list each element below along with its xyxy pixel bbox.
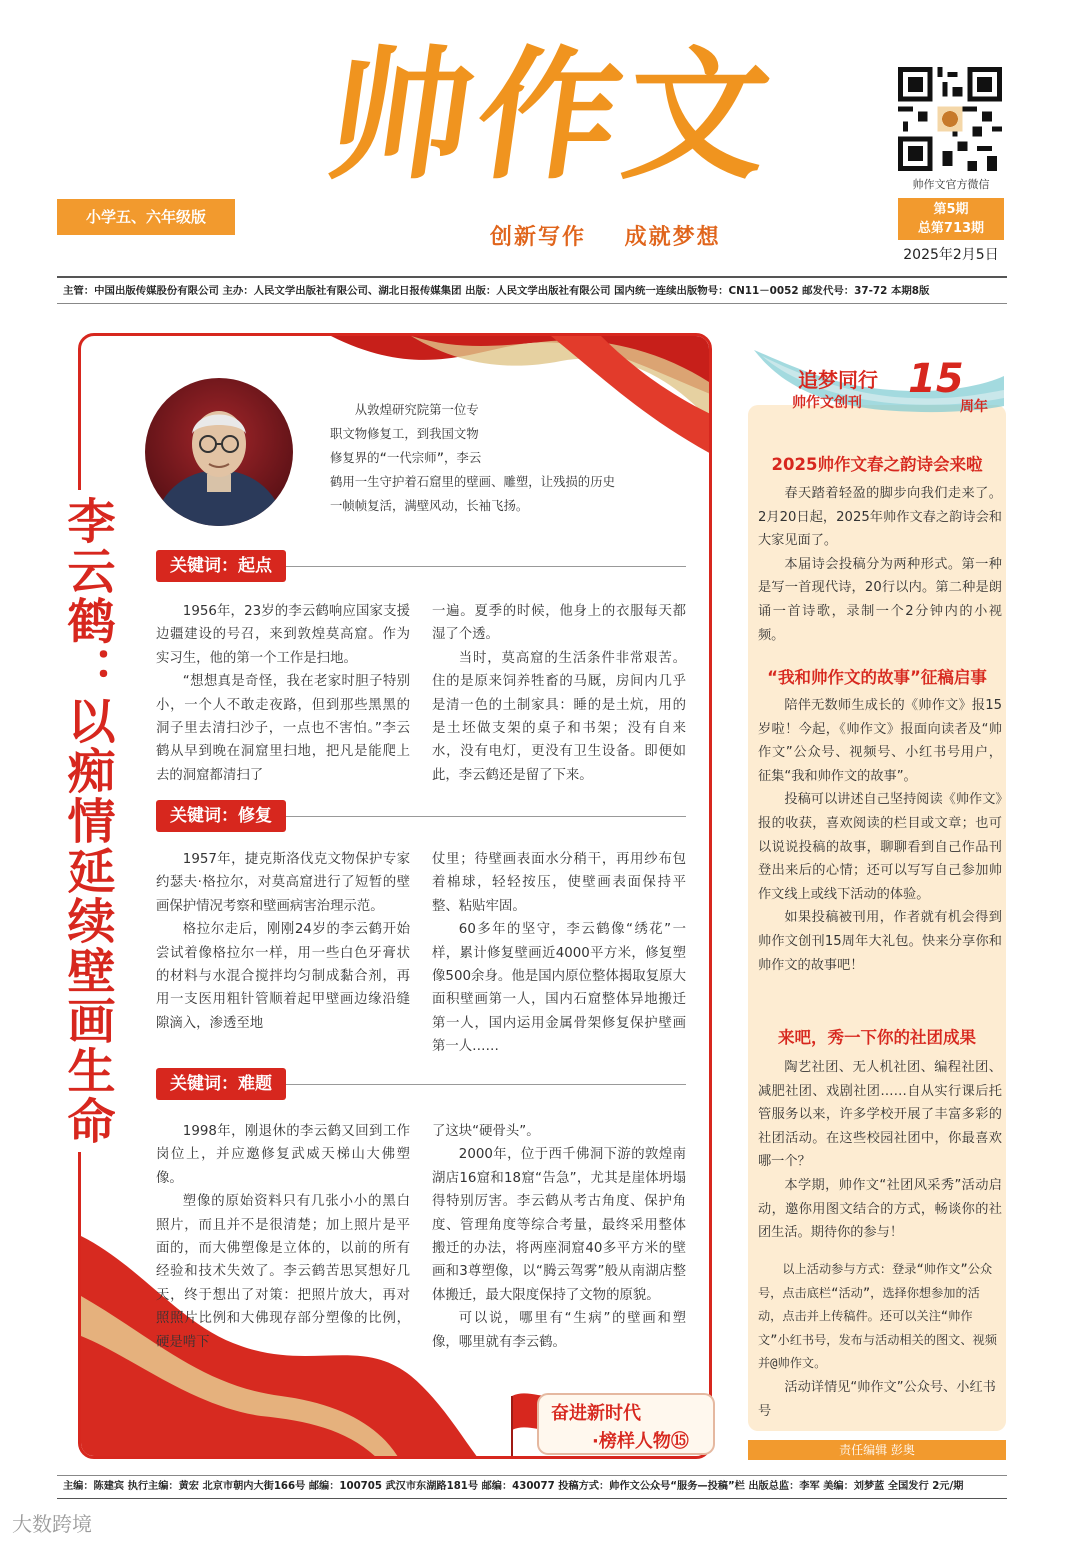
anniversary-title: 追梦同行 <box>798 368 878 392</box>
paragraph: 以上活动参与方式：登录“帅作文”公众号，点击底栏“活动”，选择你想参加的活动，点击并上传稿件。还可以关注“帅作文”小红书号，发布与活动相关的图文、视频并@帅作文。 <box>758 1262 997 1371</box>
intro-line: 一帧帧复活，满壁风动，长袖飞扬。 <box>330 498 529 513</box>
feature-title: 李云鹤：以痴情延续壁画生命 <box>57 490 117 1152</box>
section-column-right <box>432 1120 686 1354</box>
paragraph: 仗里；待壁画表面水分稍干，再用纱布包着棉球，轻轻按压，使壁画表面保持平整、粘贴牢固。 <box>432 852 686 914</box>
paragraph: 1957年，捷克斯洛伐克文物保护专家约瑟夫·格拉尔，对莫高窟进行了短暂的壁画保护情况考察和壁画病害治理示范。 <box>156 852 410 914</box>
qr-code-icon <box>898 67 1002 171</box>
intro-line: 修复界的“一代宗师”，李云 <box>330 450 482 465</box>
section-column-left <box>156 600 410 787</box>
edition-badge: 小学五、六年级版 <box>57 199 235 235</box>
section-column-left <box>156 1120 410 1354</box>
paragraph: 1956年，23岁的李云鹤响应国家支援边疆建设的号召，来到敦煌莫高窟。作为实习生，他的第一个工作是扫地。 <box>156 604 410 666</box>
intro-line: 职文物修复工，到我国文物 <box>330 426 479 441</box>
participation-info <box>758 1258 1002 1423</box>
paragraph: 陪伴无数师生成长的《帅作文》报15岁啦！今起，《帅作文》报面向读者及“帅作文”公众号、视频号、小红书号用户，征集“我和帅作文的故事”。 <box>758 698 1002 784</box>
sidebar-block <box>758 482 1002 647</box>
paragraph: 陶艺社团、无人机社团、编程社团、减肥社团、戏剧社团……自从实行课后托管服务以来，许多学校开展了丰富多彩的社团活动。在这些校园社团中，你最喜欢哪一个？ <box>758 1060 1002 1170</box>
paragraph: 一遍。夏季的时候，他身上的衣服每天都湿了个透。 <box>432 604 686 643</box>
sidebar-heading: “我和帅作文的故事”征稿启事 <box>767 668 987 687</box>
sidebar-block <box>758 694 1002 977</box>
paragraph: 本学期，帅作文“社团风采秀”活动启动，邀你用图文结合的方式，畅谈你的社团生活。期待你的参与！ <box>758 1177 1002 1241</box>
paragraph: 活动详情见“帅作文”公众号、小红书号 <box>758 1379 996 1419</box>
paragraph: 格拉尔走后，刚刚24岁的李云鹤开始尝试着像格拉尔一样，用一些白色牙膏状的材料与水混合搅拌均匀制成黏合剂，再用一支医用粗针管顺着起甲壁画边缘沿缝隙滴入，渗透至地 <box>156 922 410 1031</box>
credit-line: 主管：中国出版传媒股份有限公司 主办：人民文学出版社有限公司、湖北日报传媒集团 出版：人民文学出版社有限公司 国内统一连续出版物号：CN11－0052 邮发代号：37-72 本期8版 <box>57 276 1007 304</box>
paragraph: 本届诗会投稿分为两种形式。第一种是写一首现代诗，20行以内。第二种是朗诵一首诗歌，录制一个2分钟内的小视频。 <box>758 556 1002 643</box>
paragraph: 塑像的原始资料只有几张小小的黑白照片，而且并不是很清楚；加上照片是平面的，而大佛塑像是立体的，以前的所有经验和技术失效了。李云鹤苦思冥想好几天，终于想出了对策：把照片放大，再对照照片比例和大佛现存部分塑像的比例，硬是啃下 <box>156 1194 410 1350</box>
keyword-tag: 关键词：起点 <box>156 550 286 582</box>
anniversary-suffix: 周年 <box>960 399 988 415</box>
paragraph: 如果投稿被刊用，作者就有机会得到帅作文创刊15周年大礼包。快来分享你和帅作文的故事吧！ <box>758 910 1002 973</box>
footer-credits: 主编：陈建宾 执行主编：黄宏 北京市朝内大街166号 邮编：100705 武汉市东湖路181号 邮编：430077 投稿方式：帅作文公众号“服务—投稿”栏 出版总监：李军 美编：刘梦蓝 全国发行 2元/期 <box>57 1475 1007 1499</box>
issue-box <box>898 198 1004 240</box>
section-column-right <box>432 848 686 1059</box>
issue-total: 总第713期 <box>917 221 985 236</box>
qr-label: 帅作文官方微信 <box>912 178 990 191</box>
intro-paragraph <box>330 398 690 518</box>
badge-subtitle: ·榜样人物⑮ <box>592 1431 689 1452</box>
paragraph: 春天踏着轻盈的脚步向我们走来了。2月20日起，2025年帅作文春之韵诗会和大家见面了。 <box>758 486 1002 549</box>
sidebar-heading: 来吧，秀一下你的社团成果 <box>778 1028 976 1047</box>
intro-line: 从敦煌研究院第一位专 <box>354 402 479 417</box>
sidebar-block <box>758 1056 1002 1245</box>
sidebar-heading: 2025帅作文春之韵诗会来啦 <box>771 455 983 474</box>
paragraph: 1998年，刚退休的李云鹤又回到工作岗位上，并应邀修复武威天梯山大佛塑像。 <box>156 1124 410 1186</box>
keyword-tag: 关键词：难题 <box>156 1068 286 1100</box>
masthead-title: 帅作文 <box>318 33 786 199</box>
anniversary-number: 15 <box>908 356 964 402</box>
intro-line: 鹤用一生守护着石窟里的壁画、雕塑，让残损的历史 <box>330 474 615 489</box>
section-column-left <box>156 848 410 1035</box>
issue-number: 第5期 <box>933 202 969 217</box>
issue-date: 2025年2月5日 <box>903 247 999 263</box>
section-column-right <box>432 600 686 787</box>
keyword-tag: 关键词：修复 <box>156 800 286 832</box>
paragraph: 了这块“硬骨头”。 <box>432 1124 540 1139</box>
paragraph: 投稿可以讲述自己坚持阅读《帅作文》报的收获，喜欢阅读的栏目或文章；也可以说说投稿的故事，聊聊看到自己作品刊登出来后的心情；还可以写写自己参加帅作文线上或线下活动的体验。 <box>758 792 1002 902</box>
paragraph: “想想真是奇怪，我在老家时胆子特别小，一个人不敢走夜路，但到那些黑黑的洞子里去清扫沙子，一点也不害怕。”李云鹤从早到晚在洞窟里扫地，把凡是能爬上去的洞窟都清扫了 <box>156 674 410 783</box>
portrait-photo <box>145 378 293 526</box>
anniversary-subtitle: 帅作文创刊 <box>792 395 862 411</box>
masthead-slogan: 创新写作 成就梦想 <box>490 225 721 250</box>
watermark: 大数跨境 <box>12 1512 92 1536</box>
editor-credit: 责任编辑 彭奥 <box>748 1440 1006 1460</box>
paragraph: 60多年的坚守，李云鹤像“绣花”一样，累计修复壁画近4000平方米，修复塑像500余身。他是国内原位整体揭取复原大面积壁画第一人，国内石窟整体异地搬迁第一人，国内运用金属骨架修复保护壁画第一人…… <box>432 922 686 1055</box>
paragraph: 2000年，位于西千佛洞下游的敦煌南湖店16窟和18窟“告急”，尤其是崖体坍塌得特别厉害。李云鹤从考古角度、保护角度、管理角度等综合考量，最终采用整体搬迁的办法，将两座洞窟40多平方米的壁画和3尊塑像，以“腾云驾雾”般从南湖店整体搬迁，最大限度保持了文物的原貌。 <box>432 1147 686 1303</box>
paragraph: 当时，莫高窟的生活条件非常艰苦。住的是原来饲养牲畜的马厩，房间内几乎是清一色的土制家具：睡的是土炕，用的是土坯做支架的桌子和书架；没有自来水，没有电灯，更没有卫生设备。即便如此，李云鹤还是留了下来。 <box>432 650 686 783</box>
paragraph: 可以说，哪里有“生病”的壁画和塑像，哪里就有李云鹤。 <box>432 1311 686 1350</box>
badge-title: 奋进新时代 <box>551 1403 641 1424</box>
